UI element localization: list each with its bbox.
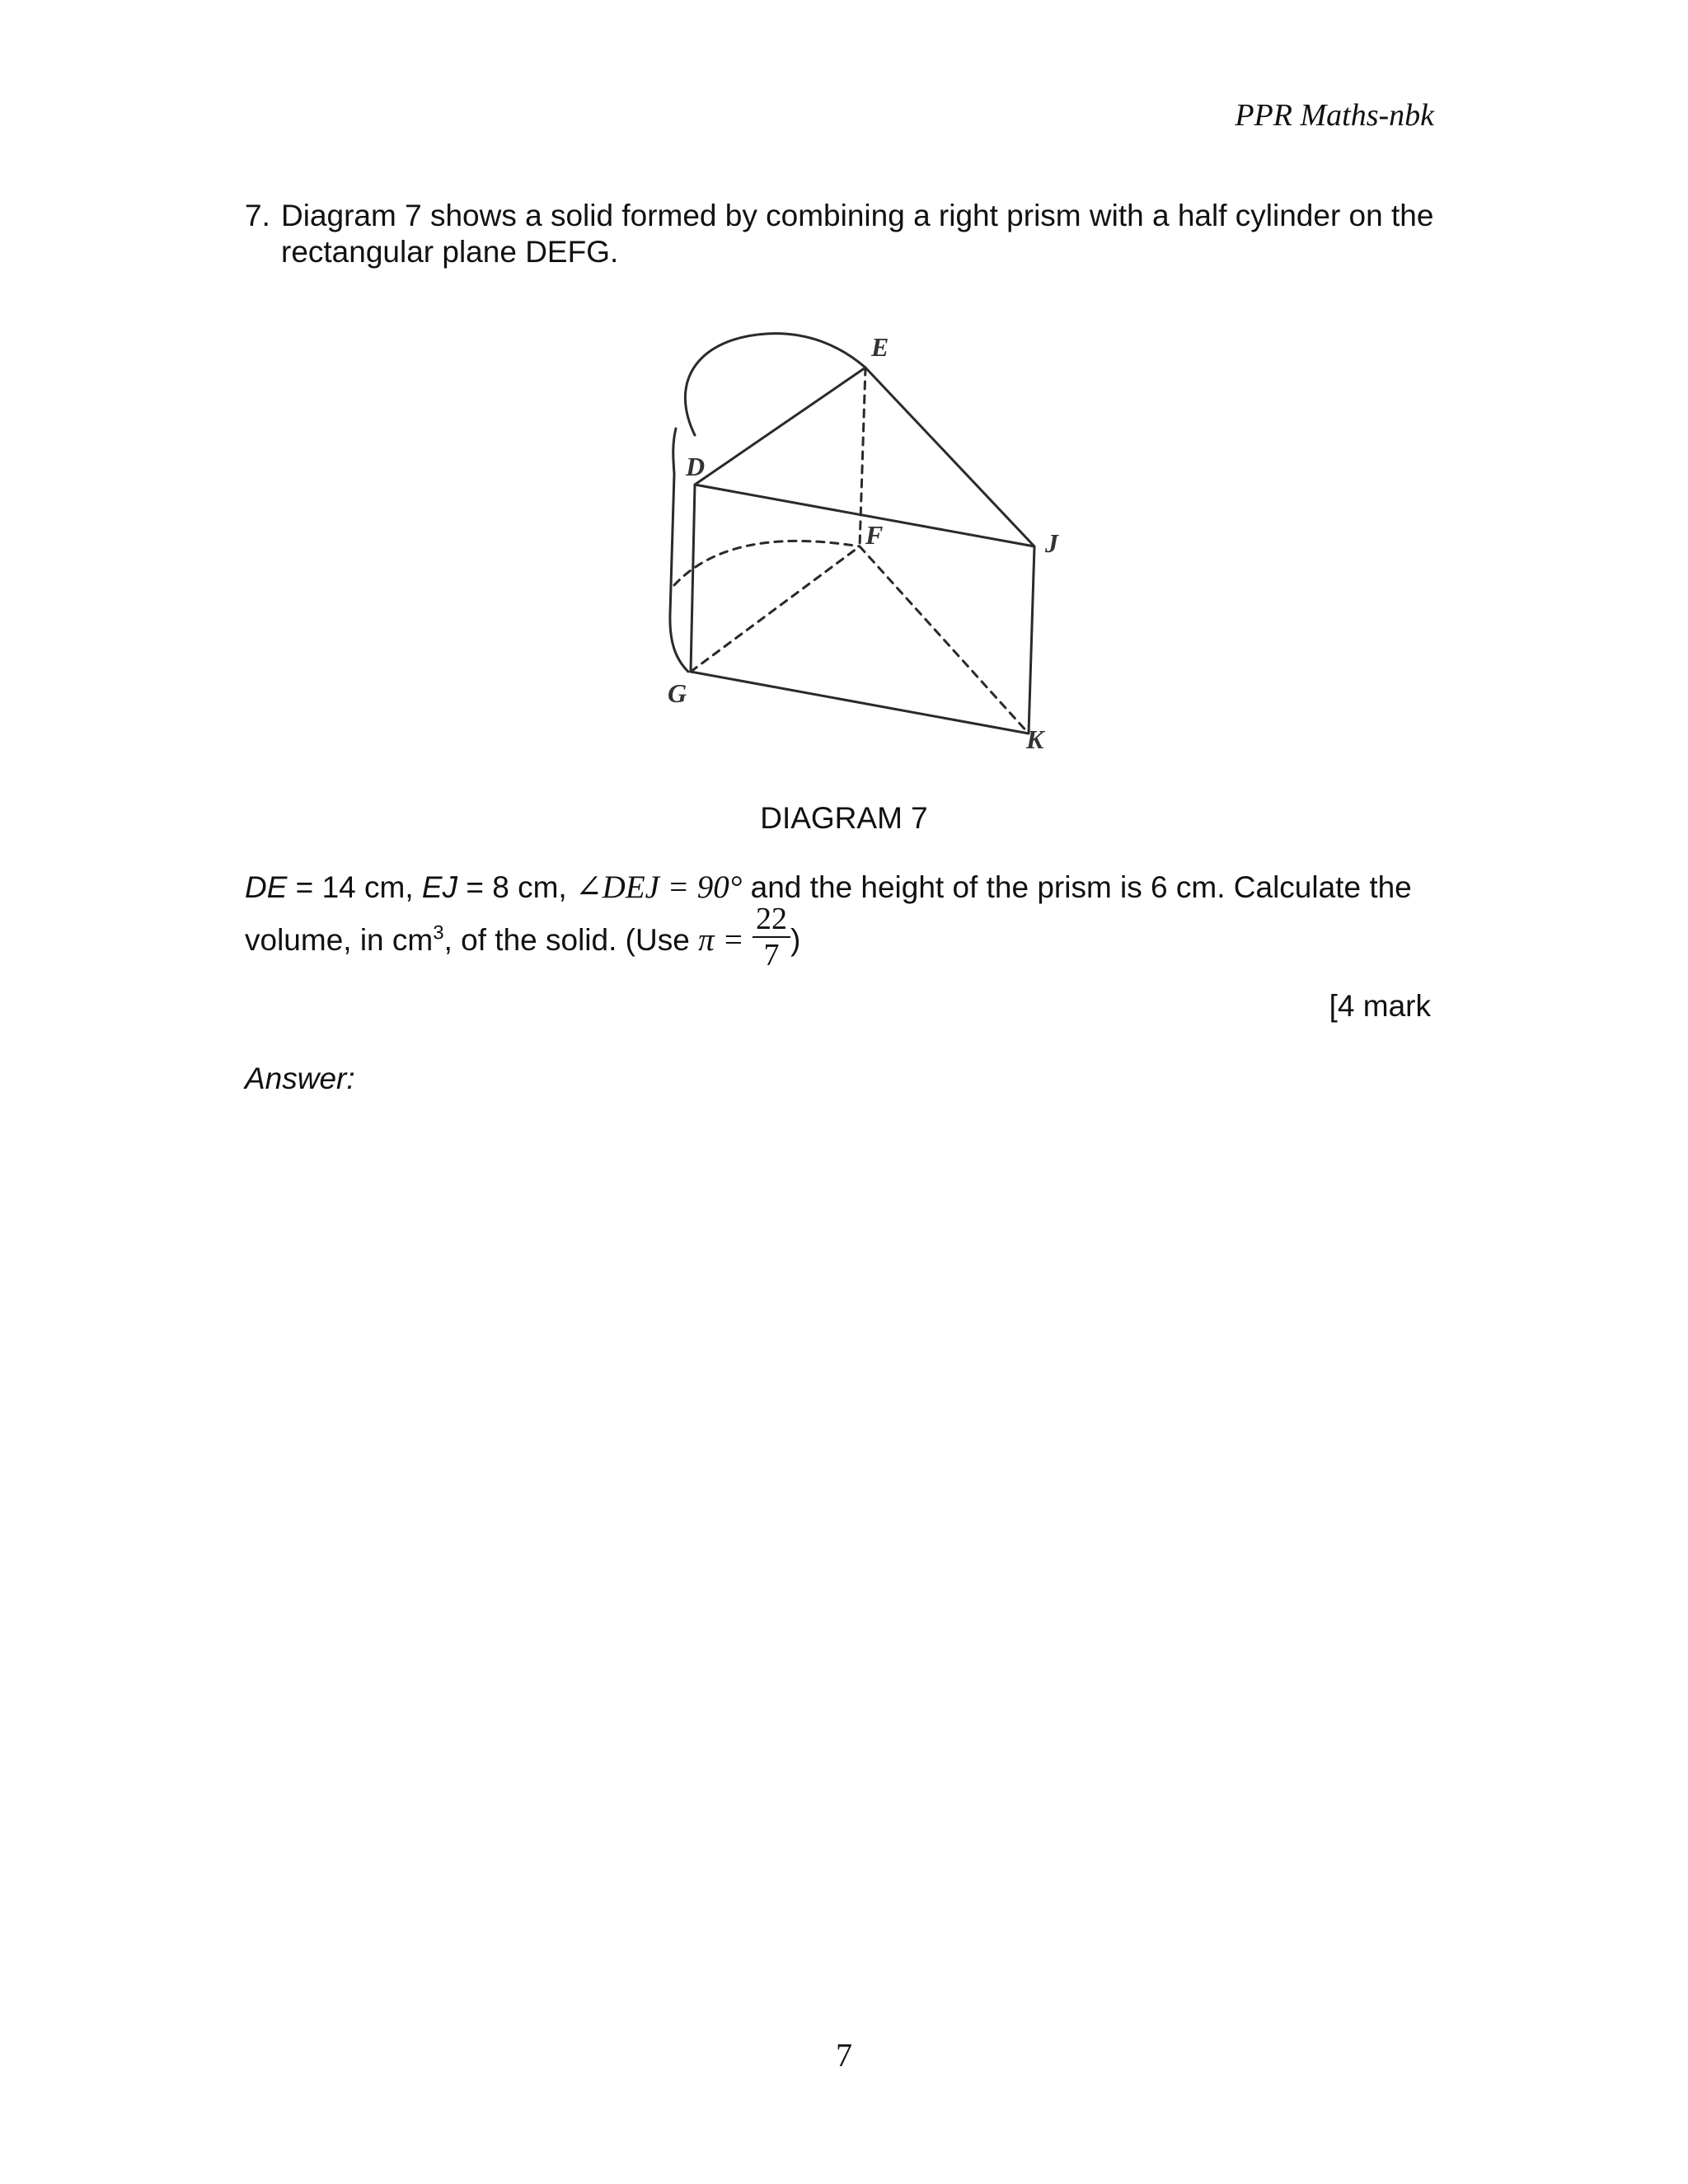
diagram-7 xyxy=(593,297,1121,766)
diagram-caption: DIAGRAM 7 xyxy=(760,801,928,835)
top-arc xyxy=(685,334,865,435)
edge-DE xyxy=(695,368,865,485)
de-value: = 14 cm, xyxy=(287,870,422,904)
bottom-arc-hidden xyxy=(674,541,860,585)
volume-prefix: volume, in cm xyxy=(245,922,434,957)
label-G: G xyxy=(668,678,687,708)
cylinder-left-edge xyxy=(670,429,676,614)
angle-expression: ∠DEJ = 90° xyxy=(574,869,743,905)
question-text: Diagram 7 shows a solid formed by combining a right prism with a half cylinder on the rectangular plane DEFG. xyxy=(281,199,1434,269)
page-header: PPR Maths-nbk xyxy=(1235,98,1434,133)
given-rest: and the height of the prism is 6 cm. Calculate the xyxy=(742,870,1412,904)
volume-middle: , of the solid. (Use xyxy=(443,922,699,957)
de-variable: DE xyxy=(245,870,288,904)
label-K: K xyxy=(1026,724,1044,754)
fraction-numerator: 22 xyxy=(753,902,790,938)
edge-EF xyxy=(860,368,865,546)
edge-DG xyxy=(691,485,695,672)
volume-suffix: ) xyxy=(790,922,801,957)
edge-GK xyxy=(691,672,1029,733)
edge-FK xyxy=(860,546,1029,733)
pi-symbol: π = xyxy=(698,921,744,958)
ej-value: = 8 cm, xyxy=(457,870,575,904)
pi-fraction xyxy=(753,902,790,972)
volume-superscript: 3 xyxy=(433,921,444,944)
label-D: D xyxy=(686,452,706,481)
bottom-arc-front xyxy=(670,614,688,672)
label-F: F xyxy=(865,520,884,550)
question-number: 7. xyxy=(245,199,270,232)
fraction-denominator: 7 xyxy=(763,938,780,972)
edge-JK xyxy=(1029,546,1034,733)
volume-line xyxy=(245,902,801,997)
marks-label: [4 mark xyxy=(1329,989,1431,1023)
label-E: E xyxy=(871,332,889,362)
label-J: J xyxy=(1045,528,1058,558)
given-line xyxy=(245,869,1412,906)
edge-GF xyxy=(691,546,860,672)
ej-variable: EJ xyxy=(421,870,458,904)
page-number: 7 xyxy=(836,2036,852,2074)
answer-label: Answer: xyxy=(245,1062,355,1095)
